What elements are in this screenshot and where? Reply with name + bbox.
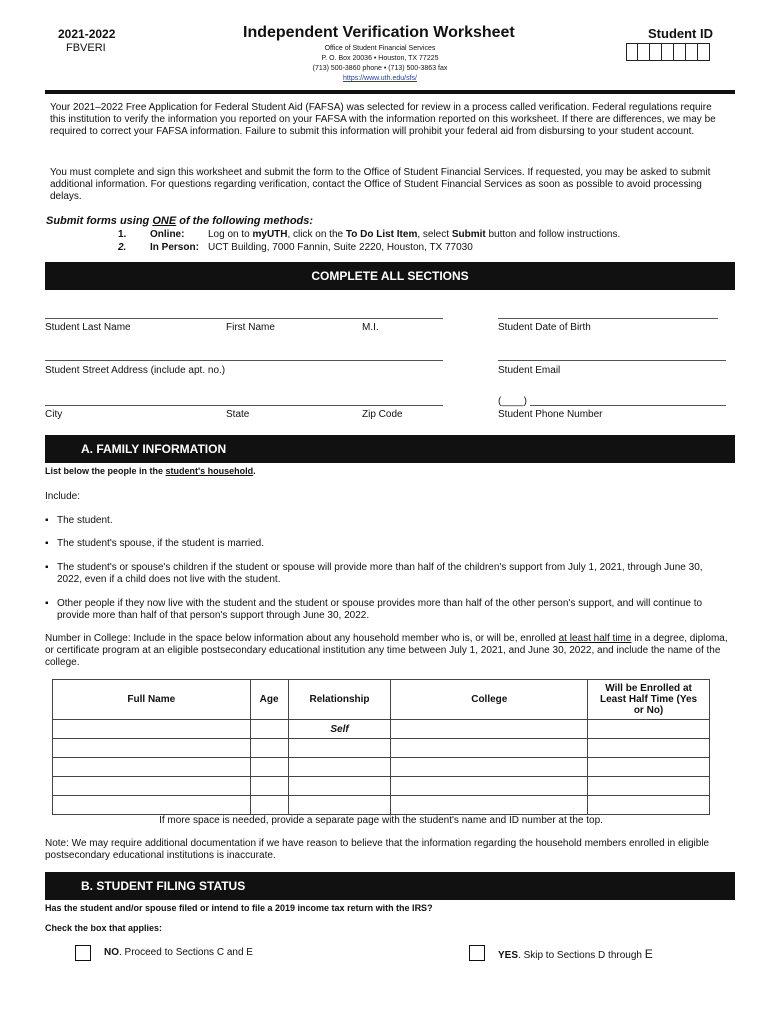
yes-text: . Skip to Sections D through (518, 950, 645, 961)
submit-word: Submit (451, 229, 486, 240)
table-row (53, 777, 710, 796)
table-row (53, 796, 710, 815)
submit-heading (46, 215, 313, 227)
form-code: FBVERI (66, 42, 106, 54)
table-cell[interactable] (588, 739, 710, 758)
table-cell[interactable] (588, 758, 710, 777)
table-cell[interactable] (588, 777, 710, 796)
student-id-label: Student ID (648, 26, 713, 41)
method-2-number: 2. (118, 242, 127, 253)
table-cell[interactable] (288, 777, 391, 796)
more-space-note: If more space is needed, provide a separate page with the student's name and ID number at the top. (159, 815, 603, 826)
student-id-box[interactable] (662, 43, 674, 61)
table-cell[interactable] (250, 739, 288, 758)
to-do-list-item: To Do List Item (345, 229, 418, 240)
method-1-text: , select (417, 229, 452, 240)
table-row (53, 739, 710, 758)
student-id-boxes[interactable] (626, 43, 710, 61)
method-1-number: 1. (118, 229, 127, 240)
col-half-time: Will be Enrolled at Least Half Time (Yes or No) (588, 680, 710, 720)
section-a-title: A. FAMILY INFORMATION (81, 442, 227, 456)
table-row (53, 720, 710, 739)
table-cell[interactable] (391, 739, 588, 758)
yes-label: YES (498, 950, 519, 961)
number-in-college (45, 633, 735, 669)
table-cell[interactable] (250, 777, 288, 796)
bullet-icon: ▪ (45, 562, 49, 573)
bullet-item (45, 562, 715, 586)
email-line[interactable] (498, 360, 726, 361)
submit-heading-one: ONE (152, 215, 177, 227)
documentation-note: Note: We may require additional documentation if we have reason to believe that the information regarding the household members enrolled in eligible postsecondary educational institutions is inaccurate. (45, 838, 710, 861)
office-info (270, 44, 490, 84)
zip-label: Zip Code (362, 409, 403, 420)
table-cell[interactable] (391, 758, 588, 777)
street-label: Student Street Address (include apt. no.) (45, 365, 226, 376)
bullet-text: The student's spouse, if the student is married. (57, 538, 265, 549)
method-1-text: button and follow instructions. (485, 229, 621, 240)
state-label: State (226, 409, 250, 420)
bullet-item (45, 598, 715, 622)
student-id-box[interactable] (686, 43, 698, 61)
email-label: Student Email (498, 365, 561, 376)
submit-heading-post: of the following methods: (176, 215, 314, 227)
table-cell[interactable] (53, 796, 251, 815)
bullet-text: The student. (57, 515, 113, 526)
complete-all-sections-bar (45, 262, 735, 290)
household-instruction-pre: List below the people in the (45, 466, 166, 476)
no-option (104, 947, 253, 958)
table-cell[interactable] (250, 758, 288, 777)
last-name-label: Student Last Name (45, 322, 131, 333)
household-instruction-underline: student's household (165, 466, 254, 476)
myuth-link[interactable]: myUTH (252, 229, 288, 240)
student-id-box[interactable] (674, 43, 686, 61)
street-line[interactable] (45, 360, 443, 361)
intro-paragraph-1: Your 2021–2022 Free Application for Federal Student Aid (FAFSA) was selected for review in a process called verification. Federal regulations require this institution to verify the information you reported on your FAFSA with the information reported on this worksheet. If there are differences, we may be required to correct your FAFSA information. Failure to submit this information will prohibit your federal aid from disbursing to your student account. (50, 102, 716, 137)
student-id-box[interactable] (626, 43, 638, 61)
table-cell[interactable] (588, 720, 710, 739)
col-full-name: Full Name (53, 680, 251, 720)
table-cell[interactable] (288, 739, 391, 758)
bullet-icon: ▪ (45, 515, 49, 526)
no-text: . Proceed to Sections C and E (119, 947, 253, 958)
table-cell[interactable] (53, 739, 251, 758)
method-in-person (118, 242, 473, 253)
table-cell[interactable] (588, 796, 710, 815)
dob-line[interactable] (498, 318, 718, 319)
method-online (118, 229, 620, 240)
complete-all-sections-text: COMPLETE ALL SECTIONS (311, 269, 469, 283)
method-1-text: Log on to (208, 229, 253, 240)
household-instruction (45, 466, 256, 476)
table-cell[interactable] (391, 777, 588, 796)
filing-question: Has the student and/or spouse filed or intend to file a 2019 income tax return with the IRS? (45, 903, 433, 913)
submit-heading-pre: Submit forms using (46, 215, 153, 227)
household-instruction-post: . (253, 466, 256, 476)
student-id-box[interactable] (650, 43, 662, 61)
intro-paragraph-2: You must complete and sign this worksheet and submit the form to the Office of Student Financial Services. If requested, you may be asked to submit additional information. For questions regarding verification, contact the Office of Student Financial Services as soon as possible to avoid processing delays. (50, 167, 711, 202)
city-label: City (45, 409, 63, 420)
no-label: NO (104, 947, 119, 958)
household-table (52, 679, 710, 815)
col-age: Age (250, 680, 288, 720)
col-college: College (391, 680, 588, 720)
method-2-label: In Person: (150, 242, 199, 253)
office-phone: (713) 500-3860 phone • (713) 500-3863 fax (312, 65, 448, 72)
office-address: P. O. Box 20036 • Houston, TX 77225 (321, 55, 439, 62)
nic-pre: Number in College: Include in the space below information about any household member who is, or will be, enrolled (45, 633, 559, 644)
nic-post: in a degree, diploma, or certificate program at an eligible postsecondary educational institution any time between July 1, 2021, and June 30, 2022, and include the name of the college. (45, 633, 728, 668)
method-2-text: UCT Building, 7000 Fannin, Suite 2220, Houston, TX 77030 (208, 242, 473, 253)
self-cell: Self (288, 720, 391, 739)
bullet-icon: ▪ (45, 598, 49, 609)
yes-checkbox[interactable] (469, 945, 485, 961)
table-header-row (53, 680, 710, 720)
col-relationship: Relationship (288, 680, 391, 720)
nic-underline: at least half time (558, 633, 632, 644)
table-cell[interactable] (391, 796, 588, 815)
bullet-icon: ▪ (45, 538, 49, 549)
yes-option (498, 947, 653, 961)
phone-label: Student Phone Number (498, 409, 603, 420)
table-cell[interactable] (53, 777, 251, 796)
page-title: Independent Verification Worksheet (243, 24, 515, 41)
student-id-box[interactable] (638, 43, 650, 61)
mi-label: M.I. (362, 322, 379, 333)
school-year: 2021-2022 (58, 27, 116, 41)
student-id-box[interactable] (698, 43, 710, 61)
table-cell[interactable] (53, 758, 251, 777)
section-a-bar (45, 435, 735, 463)
table-cell[interactable] (391, 720, 588, 739)
no-checkbox[interactable] (75, 945, 91, 961)
section-b-title: B. STUDENT FILING STATUS (81, 879, 246, 893)
method-1-label: Online: (150, 229, 185, 240)
method-1-text: , click on the (287, 229, 346, 240)
header-rule (45, 90, 735, 94)
bullet-text: The student's or spouse's children if the student or spouse will provide more than half of the children's support from July 1, 2021, through June 30, 2022, even if a child does not live with the student. (57, 562, 703, 585)
table-cell[interactable] (288, 796, 391, 815)
bullet-item (45, 538, 715, 549)
bullet-text: Other people if they now live with the student and the student or spouse provides more than half of the other person's support, and will continue to provide more than half of that person's support through June 30, 2022. (57, 598, 703, 621)
city-line[interactable] (45, 405, 443, 406)
table-cell[interactable] (250, 720, 288, 739)
first-name-label: First Name (226, 322, 275, 333)
phone-prefix: (____) (498, 396, 527, 407)
phone-line[interactable] (530, 405, 726, 406)
table-cell[interactable] (288, 758, 391, 777)
table-row (53, 758, 710, 777)
bullet-item (45, 515, 715, 526)
office-name: Office of Student Financial Services (324, 45, 436, 52)
section-b-bar (45, 872, 735, 900)
yes-e: E (644, 947, 653, 961)
include-label: Include: (45, 491, 81, 502)
dob-label: Student Date of Birth (498, 322, 591, 333)
table-cell[interactable] (53, 720, 251, 739)
office-url[interactable]: https://www.uth.edu/sfs/ (343, 75, 417, 82)
check-one-label: Check the box that applies: (45, 923, 163, 933)
name-line[interactable] (45, 318, 443, 319)
table-cell[interactable] (250, 796, 288, 815)
